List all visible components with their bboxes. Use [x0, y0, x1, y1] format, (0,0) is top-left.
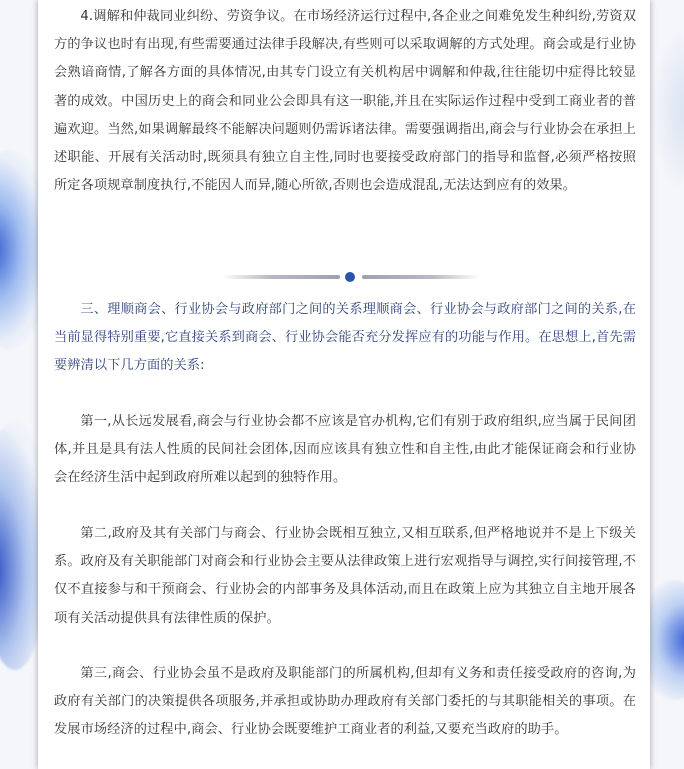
divider-dot: [345, 272, 355, 282]
paragraph-third: 第三,商会、行业协会虽不是政府及职能部门的所属机构,但却有义务和责任接受政府的咨询,为政府有关部门的决策提供各项服务,并承担或协助办理政府有关部门委托的与其职能相关的事项。在发展市场经济的过程中,商会、行业协会既要维护工商业者的利益,又要充当政府的助手。: [54, 666, 636, 738]
divider-line-right: [362, 275, 480, 279]
section-heading-paragraph: 三、理顺商会、行业协会与政府部门之间的关系理顺商会、行业协会与政府部门之间的关系,在当前显得特别重要,它直接关系到商会、行业协会能否充分发挥应有的功能与作用。在思想上,首先需要辨清以下几方面的关系:: [54, 302, 636, 374]
ink-wash-decoration: [654, 30, 684, 190]
section-divider: [206, 269, 496, 285]
paragraph-first: 第一,从长远发展看,商会与行业协会都不应该是官办机构,它们有别于政府组织,应当属于民间团体,并且是具有法人性质的民间社会团体,因而应该具有独立性和自主性,由此才能保证商会和行业协会在经济生活中起到政府所难以起到的独特作用。: [54, 414, 636, 486]
paragraph-second: 第二,政府及其有关部门与商会、行业协会既相互独立,又相互联系,但严格地说并不是上下级关系。政府及有关职能部门对商会和行业协会主要从法律政策上进行宏观指导与调控,实行间接管理,不仅不直接参与和干预商会、行业协会的内部事务及具体活动,而且在政策上应为其独立自主地开展各项有关活动提供具有法律性质的保护。: [54, 526, 636, 626]
divider-line-left: [222, 275, 340, 279]
paragraph-mediation: 4.调解和仲裁同业纠纷、劳资争议。在市场经济运行过程中,各企业之间难免发生种纠纷,劳资双方的争议也时有出现,有些需要通过法律手段解决,有些则可以采取调解的方式处理。商会或是行业协会熟谙商情,了解各方面的具体情况,由其专门设立有关机构居中调解和仲裁,往往能切中症得比较显著的成效。中国历史上的商会和同业公会即具有这一职能,并且在实际运作过程中受到工商业者的普遍欢迎。当然,如果调解最终不能解决问题则仍需诉诸法律。需要强调指出,商会与行业协会在承担上述职能、开展有关活动时,既须具有独立自主性,同时也要接受政府部门的指导和监督,必须严格按照所定各项规章制度执行,不能因人而异,随心所欲,否则也会造成混乱,无法达到应有的效果。: [54, 9, 636, 194]
article-card: [38, 0, 650, 769]
